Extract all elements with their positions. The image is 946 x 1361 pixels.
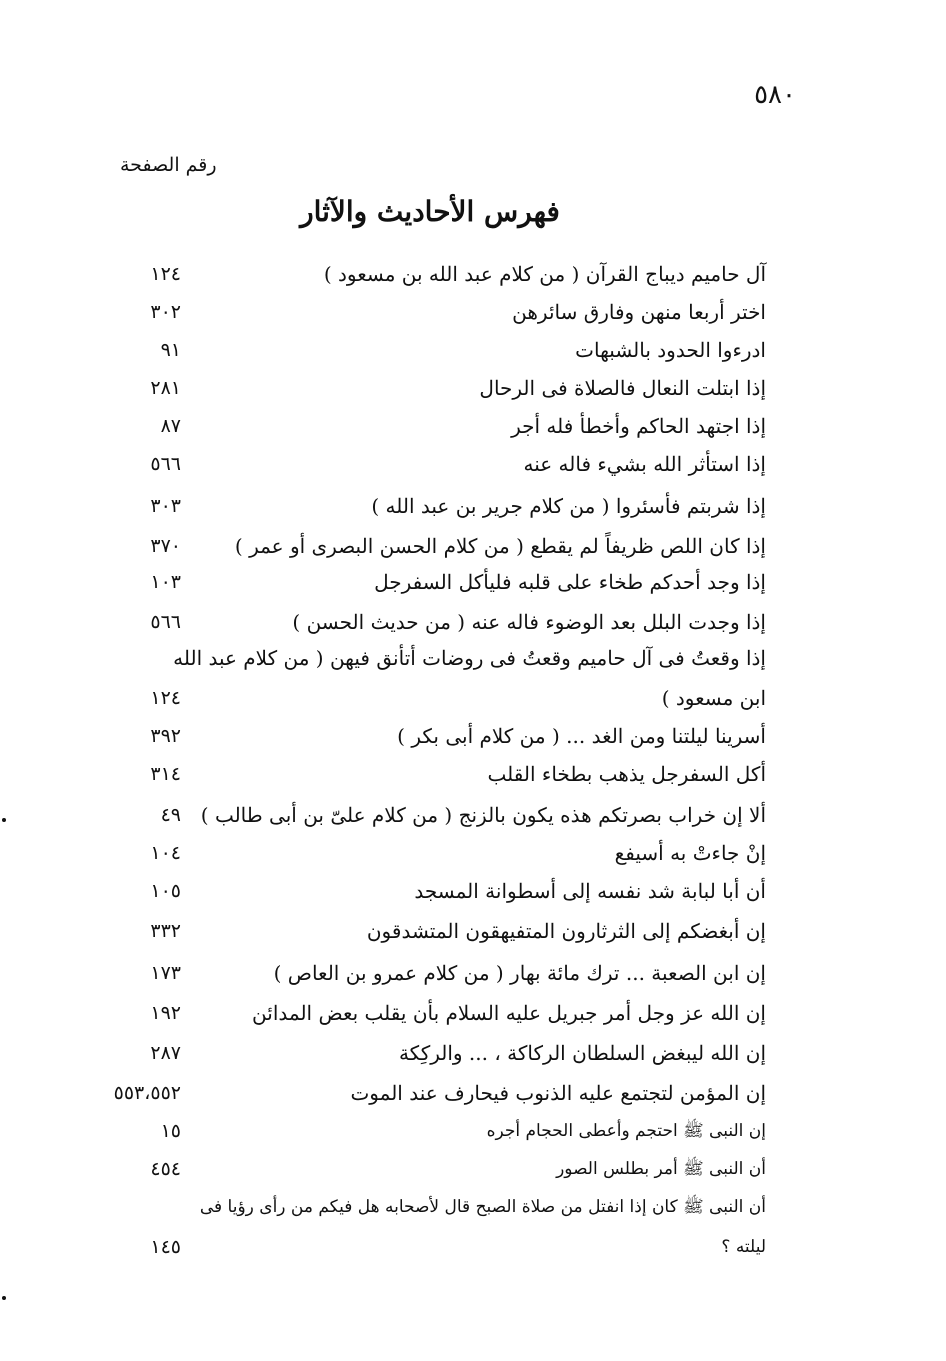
entry-text: إنْ جاءتْ به أسيفع <box>614 841 766 865</box>
index-entry <box>0 256 946 292</box>
entry-page: ٤٥٤ <box>150 1158 181 1180</box>
entry-text: آل حاميم ديباج القرآن ( من كلام عبد الله بن مسعود ) <box>323 262 766 286</box>
entry-text: ادرءوا الحدود بالشبهات <box>575 338 766 362</box>
entry-page: ١٠٤ <box>150 842 181 864</box>
page-column-label: رقم الصفحة <box>120 154 217 176</box>
entry-page: ٢٨٧ <box>150 1042 181 1064</box>
index-entry <box>0 1151 946 1187</box>
entry-page: ١٩٢ <box>150 1002 181 1024</box>
entry-page: ١٠٣ <box>150 571 181 593</box>
entry-page: ١٠٥ <box>150 880 181 902</box>
entry-text: إن الله ليبغض السلطان الركاكة ، ... والركِكة <box>398 1041 766 1065</box>
entry-page: ٣٧٠ <box>150 535 181 557</box>
index-entry <box>0 604 946 640</box>
entry-text: أسرينا ليلتنا ومن الغد ... ( من كلام أبى بكر ) <box>397 724 766 748</box>
index-entry <box>0 640 946 676</box>
entry-text: ابن مسعود ) <box>661 686 766 710</box>
entry-page: ١٢٤ <box>150 687 181 709</box>
entry-text: إن النبى ﷺ احتجم وأعطى الحجام أجره <box>486 1121 766 1141</box>
index-entry <box>0 1189 946 1225</box>
entry-text: أكل السفرجل يذهب بطخاء القلب <box>487 762 766 786</box>
index-entry <box>0 564 946 600</box>
entry-page: ٣٩٢ <box>150 725 181 747</box>
index-entry <box>0 756 946 792</box>
entry-page: ١٥ <box>160 1120 181 1142</box>
index-entry <box>0 528 946 564</box>
index-entry <box>0 718 946 754</box>
entry-text: إذا ابتلت النعال فالصلاة فى الرحال <box>479 376 766 400</box>
entry-text: إذا كان اللص ظريفاً لم يقطع ( من كلام الحسن البصرى أو عمر ) <box>234 534 766 558</box>
entry-text: أن النبى ﷺ أمر بطلس الصور <box>556 1159 766 1179</box>
index-entry <box>0 408 946 444</box>
entry-text: إذا وقعتُ فى آل حاميم وقعتُ فى روضات أتأنق فيهن ( من كلام عبد الله <box>173 646 766 670</box>
entry-text: إن ابن الصعبة ... ترك مائة بهار ( من كلام عمرو بن العاص ) <box>273 961 766 985</box>
entry-page: ١٤٥ <box>150 1236 181 1258</box>
index-entry <box>0 1113 946 1149</box>
index-entry <box>0 913 946 949</box>
entry-page: ٨٧ <box>160 415 181 437</box>
entry-text: إذا شربتم فأسئروا ( من كلام جرير بن عبد الله ) <box>371 494 766 518</box>
entry-text: ليلته ؟ <box>721 1237 766 1257</box>
entry-page: ١٢٤ <box>150 263 181 285</box>
entry-text: اختر أربعا منهن وفارق سائرهن <box>512 300 766 324</box>
index-entry <box>0 1035 946 1071</box>
entry-page: ٩١ <box>160 339 181 361</box>
entry-page: ٥٥٣،٥٥٢ <box>113 1082 181 1104</box>
index-entry <box>0 835 946 871</box>
entry-text: إن المؤمن لتجتمع عليه الذنوب فيحارف عند الموت <box>350 1081 766 1105</box>
index-entry <box>0 955 946 991</box>
entry-text: إذا وجد أحدكم طخاء على قلبه فليأكل السفرجل <box>374 570 766 594</box>
entry-text: إذا اجتهد الحاكم وأخطأ فله أجر <box>511 414 766 438</box>
entry-text: ألا إن خراب بصرتكم هذه يكون بالزنج ( من كلام علىّ بن أبى طالب ) <box>200 803 766 827</box>
entry-page: ٣١٤ <box>150 763 181 785</box>
entry-text: إذا وجدت البلل بعد الوضوء فاله عنه ( من حديث الحسن ) <box>292 610 766 634</box>
entry-text: إن الله عز وجل أمر جبريل عليه السلام بأن يقلب بعض المدائن <box>252 1001 766 1025</box>
index-entry <box>0 370 946 406</box>
index-entry <box>0 446 946 482</box>
entry-page: ٣٠٣ <box>150 495 181 517</box>
index-entry <box>0 680 946 716</box>
entry-page: ٣٠٢ <box>150 301 181 323</box>
index-entry <box>0 797 946 833</box>
entry-text: إذا استأثر الله بشيء فاله عنه <box>523 452 766 476</box>
entry-page: ٣٣٢ <box>150 920 181 942</box>
entry-page: ٥٦٦ <box>150 611 181 633</box>
entry-text: أن أبا لبابة شد نفسه إلى أسطوانة المسجد <box>414 879 766 903</box>
entry-page: ٤٩ <box>160 804 181 826</box>
entry-page: ٥٦٦ <box>150 453 181 475</box>
entry-text: أن النبى ﷺ كان إذا انفتل من صلاة الصبح قال لأصحابه هل فيكم من رأى رؤيا فى <box>199 1197 766 1217</box>
entry-text: إن أبغضكم إلى الثرثارون المتفيهقون المتشدقون <box>366 919 766 943</box>
index-entry <box>0 488 946 524</box>
entry-page: ٢٨١ <box>150 377 181 399</box>
index-entry <box>0 294 946 330</box>
index-title: فهرس الأحاديث والآثار <box>300 195 560 228</box>
index-entry <box>0 995 946 1031</box>
margin-speck <box>2 818 6 822</box>
entry-page: ١٧٣ <box>150 962 181 984</box>
index-entry <box>0 1075 946 1111</box>
page-number: ٥٨٠ <box>754 80 796 110</box>
index-entry <box>0 1229 946 1265</box>
index-entry <box>0 332 946 368</box>
index-entry <box>0 873 946 909</box>
margin-speck <box>2 1296 6 1300</box>
